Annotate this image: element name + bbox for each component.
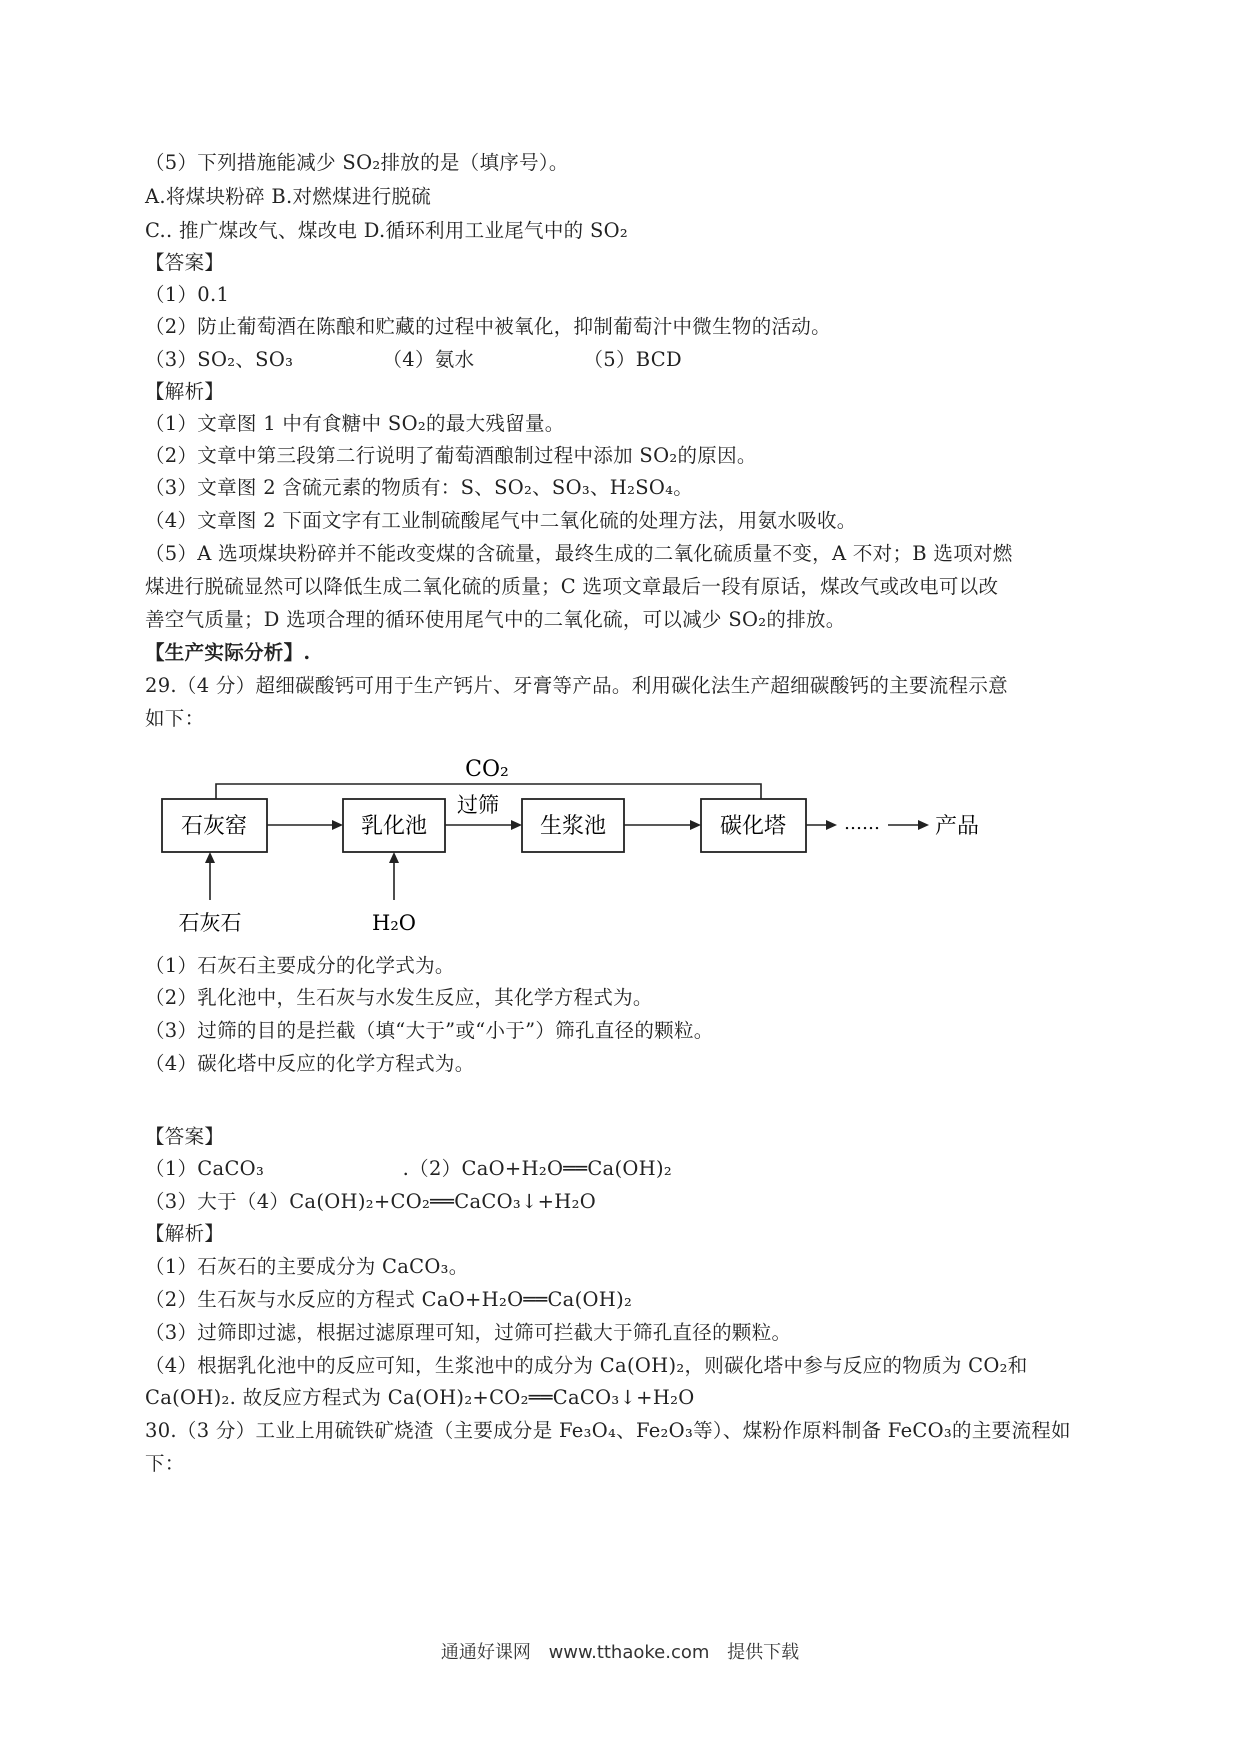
text-line: 下： (145, 1452, 185, 1475)
arrowhead (511, 820, 522, 830)
text-line: （1）文章图 1 中有食糖中 SO₂的最大残留量。 (145, 412, 565, 435)
text-line: （4）根据乳化池中的反应可知，生浆池中的成分为 Ca(OH)₂，则碳化塔中参与反应的物质为 CO₂和 (145, 1354, 1028, 1377)
text-line: （3）大于（4）Ca(OH)₂+CO₂══CaCO₃↓+H₂O (145, 1190, 596, 1213)
box-carbonation-tower-label: 碳化塔 (719, 814, 787, 839)
text-line: （2）文章中第三段第二行说明了葡萄酒酿制过程中添加 SO₂的原因。 (145, 444, 757, 467)
text-line: （3）过筛的目的是拦截（填“大于”或“小于”）筛孔直径的颗粒。 (145, 1019, 714, 1042)
arrowhead (826, 820, 837, 830)
footer-url[interactable]: www.tthaoke.com (548, 1642, 710, 1663)
box-lime-kiln-label: 石灰窑 (180, 814, 248, 839)
section-heading-answer: 【答案】 (145, 251, 225, 274)
text-line: （1）石灰石主要成分的化学式为。 (145, 954, 455, 977)
text-line: （3）过筛即过滤，根据过滤原理可知，过筛可拦截大于筛孔直径的颗粒。 (145, 1321, 792, 1344)
arrowhead (918, 820, 929, 830)
box-slurry-pool-label: 生浆池 (539, 814, 607, 839)
section-heading-analysis: 【解析】 (145, 380, 225, 403)
text-line: Ca(OH)₂. 故反应方程式为 Ca(OH)₂+CO₂══CaCO₃↓+H₂O (145, 1386, 695, 1409)
section-heading-answer: 【答案】 (145, 1125, 225, 1148)
text-line: （5）下列措施能减少 SO₂排放的是（填序号）。 (145, 151, 569, 174)
water-input-label: H₂O (372, 911, 416, 935)
question-29: 29.（4 分）超细碳酸钙可用于生产钙片、牙膏等产品。利用碳化法生产超细碳酸钙的主要流程示意 (145, 674, 1008, 697)
sieve-label: 过筛 (457, 793, 499, 817)
arrowhead (205, 852, 215, 863)
process-flow-diagram (150, 740, 1050, 940)
text-line: （1）0.1 (145, 283, 230, 306)
text-line: （4）碳化塔中反应的化学方程式为。 (145, 1052, 475, 1075)
text-line: 如下： (145, 707, 205, 730)
box-slaking-pool-label: 乳化池 (360, 814, 428, 839)
text-line: 善空气质量；D 选项合理的循环使用尾气中的二氧化硫，可以减少 SO₂的排放。 (145, 608, 846, 631)
section-heading-production: 【生产实际分析】. (145, 641, 311, 664)
question-30: 30.（3 分）工业上用硫铁矿烧渣（主要成分是 Fe₃O₄、Fe₂O₃等）、煤粉作原料制备 FeCO₃的主要流程如 (145, 1419, 1071, 1442)
text-line: （1）石灰石的主要成分为 CaCO₃。 (145, 1255, 469, 1278)
product-label: 产品 (935, 814, 980, 839)
text-line: A.将煤块粉碎 B.对燃煤进行脱硫 (145, 185, 432, 208)
text-line: （4）文章图 2 下面文字有工业制硫酸尾气中二氧化硫的处理方法，用氨水吸收。 (145, 509, 857, 532)
text-line: （1）CaCO₃ .（2）CaO+H₂O══Ca(OH)₂ (145, 1157, 673, 1180)
arrowhead (389, 852, 399, 863)
co2-label: CO₂ (465, 757, 509, 782)
arrowhead (332, 820, 343, 830)
footer-note: 提供下载 (727, 1642, 800, 1663)
arrowhead (690, 820, 701, 830)
text-line: （5）A 选项煤块粉碎并不能改变煤的含硫量，最终生成的二氧化硫质量不变，A 不对；B 选项对燃 (145, 542, 1013, 565)
text-line: （3）文章图 2 含硫元素的物质有：S、SO₂、SO₃、H₂SO₄。 (145, 476, 694, 499)
text-line: 煤进行脱硫显然可以降低生成二氧化硫的质量；C 选项文章最后一段有原话，煤改气或改电可以改 (145, 575, 999, 598)
text-line: （2）生石灰与水反应的方程式 CaO+H₂O══Ca(OH)₂ (145, 1288, 633, 1311)
continuation-dots: …… (844, 813, 880, 834)
limestone-input-label: 石灰石 (178, 911, 242, 935)
page-footer (0, 1638, 1240, 1664)
footer-site-name: 通通好课网 (440, 1642, 531, 1663)
section-heading-analysis: 【解析】 (145, 1222, 225, 1245)
text-line: C.. 推广煤改气、煤改电 D.循环利用工业尾气中的 SO₂ (145, 219, 629, 242)
text-line: （2）乳化池中，生石灰与水发生反应，其化学方程式为。 (145, 986, 653, 1009)
text-line: （2）防止葡萄酒在陈酿和贮藏的过程中被氧化，抑制葡萄汁中微生物的活动。 (145, 315, 831, 338)
text-line: （3）SO₂、SO₃ （4）氨水 （5）BCD (145, 348, 682, 371)
